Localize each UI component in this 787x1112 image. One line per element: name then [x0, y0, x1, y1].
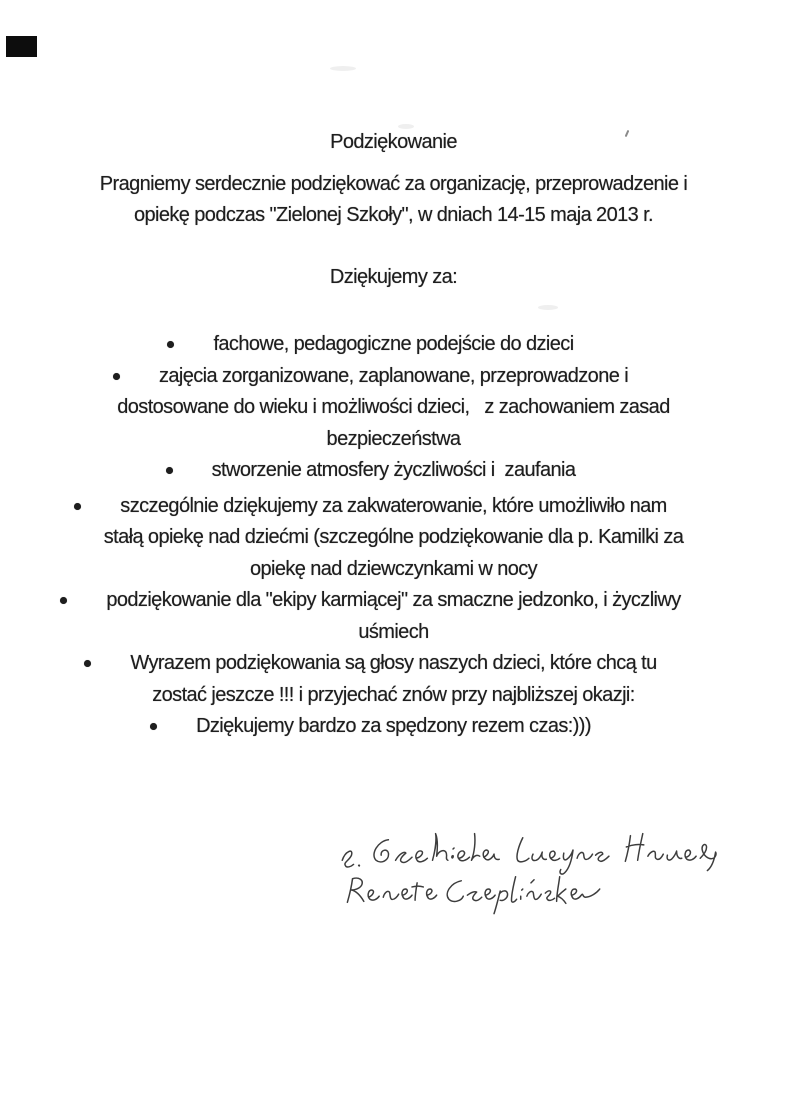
bullet-icon [74, 503, 81, 510]
bullet-icon [150, 723, 157, 730]
list-item-text: szczególnie dziękujemy za zakwaterowanie, które umożliwiło nam [120, 494, 667, 517]
list-item [0, 711, 787, 743]
signature-line-1-stroke [342, 834, 716, 874]
continuation-line: uśmiech [358, 620, 429, 643]
letter-body [0, 127, 787, 743]
list-item-text: zajęcia zorganizowane, zaplanowane, przeprowadzone i [158, 364, 629, 387]
handwritten-signature-svg [332, 816, 732, 921]
bullet-icon [167, 341, 174, 348]
list-item [0, 455, 787, 487]
continuation-line: stałą opiekę nad dziećmi (szczególne podziękowanie dla p. Kamilki za [103, 526, 684, 548]
scan-artifact-mark [6, 36, 37, 57]
bullet-icon [113, 373, 120, 380]
bullet-icon [84, 660, 91, 667]
list-item [0, 491, 787, 523]
list-item-text: Dziękujemy bardzo za spędzony rezem czas:))) [196, 715, 591, 737]
list-item-text: stworzenie atmosfery życzliwości i zaufania [211, 459, 576, 481]
list-item [0, 329, 787, 361]
signature-line-2-stroke [347, 877, 599, 914]
continuation-line: opiekę nad dziewczynkami w nocy [249, 557, 538, 580]
section-heading: Dziękujemy za: [329, 266, 458, 288]
signature [332, 816, 732, 921]
intro-line: opiekę podczas "Zielonej Szkoły", w dniach 14-15 maja 2013 r. [133, 204, 654, 226]
thanks-list [0, 329, 787, 743]
document-title: Podziękowanie [330, 131, 457, 153]
list-item [0, 648, 787, 680]
bullet-icon [60, 597, 67, 604]
intro-line: Pragniemy serdecznie podziękować za organizację, przeprowadzenie i [99, 173, 688, 195]
list-item-text: fachowe, pedagogiczne podejście do dzieci [213, 333, 574, 355]
bullet-icon [166, 467, 173, 474]
continuation-line: bezpieczeństwa [326, 427, 461, 450]
list-item [0, 361, 787, 393]
scan-smudge [330, 66, 356, 71]
list-item-text: Wyrazem podziękowania są głosy naszych dzieci, które chcą tu [130, 652, 657, 674]
continuation-line: zostać jeszcze !!! i przyjechać znów przy najbliższej okazji: [152, 683, 635, 706]
list-item-text: podziękowanie dla "ekipy karmiącej" za smaczne jedzonko, i życzliwy [106, 589, 681, 611]
list-item [0, 585, 787, 617]
continuation-line: dostosowane do wieku i możliwości dzieci, z zachowaniem zasad [117, 396, 670, 418]
